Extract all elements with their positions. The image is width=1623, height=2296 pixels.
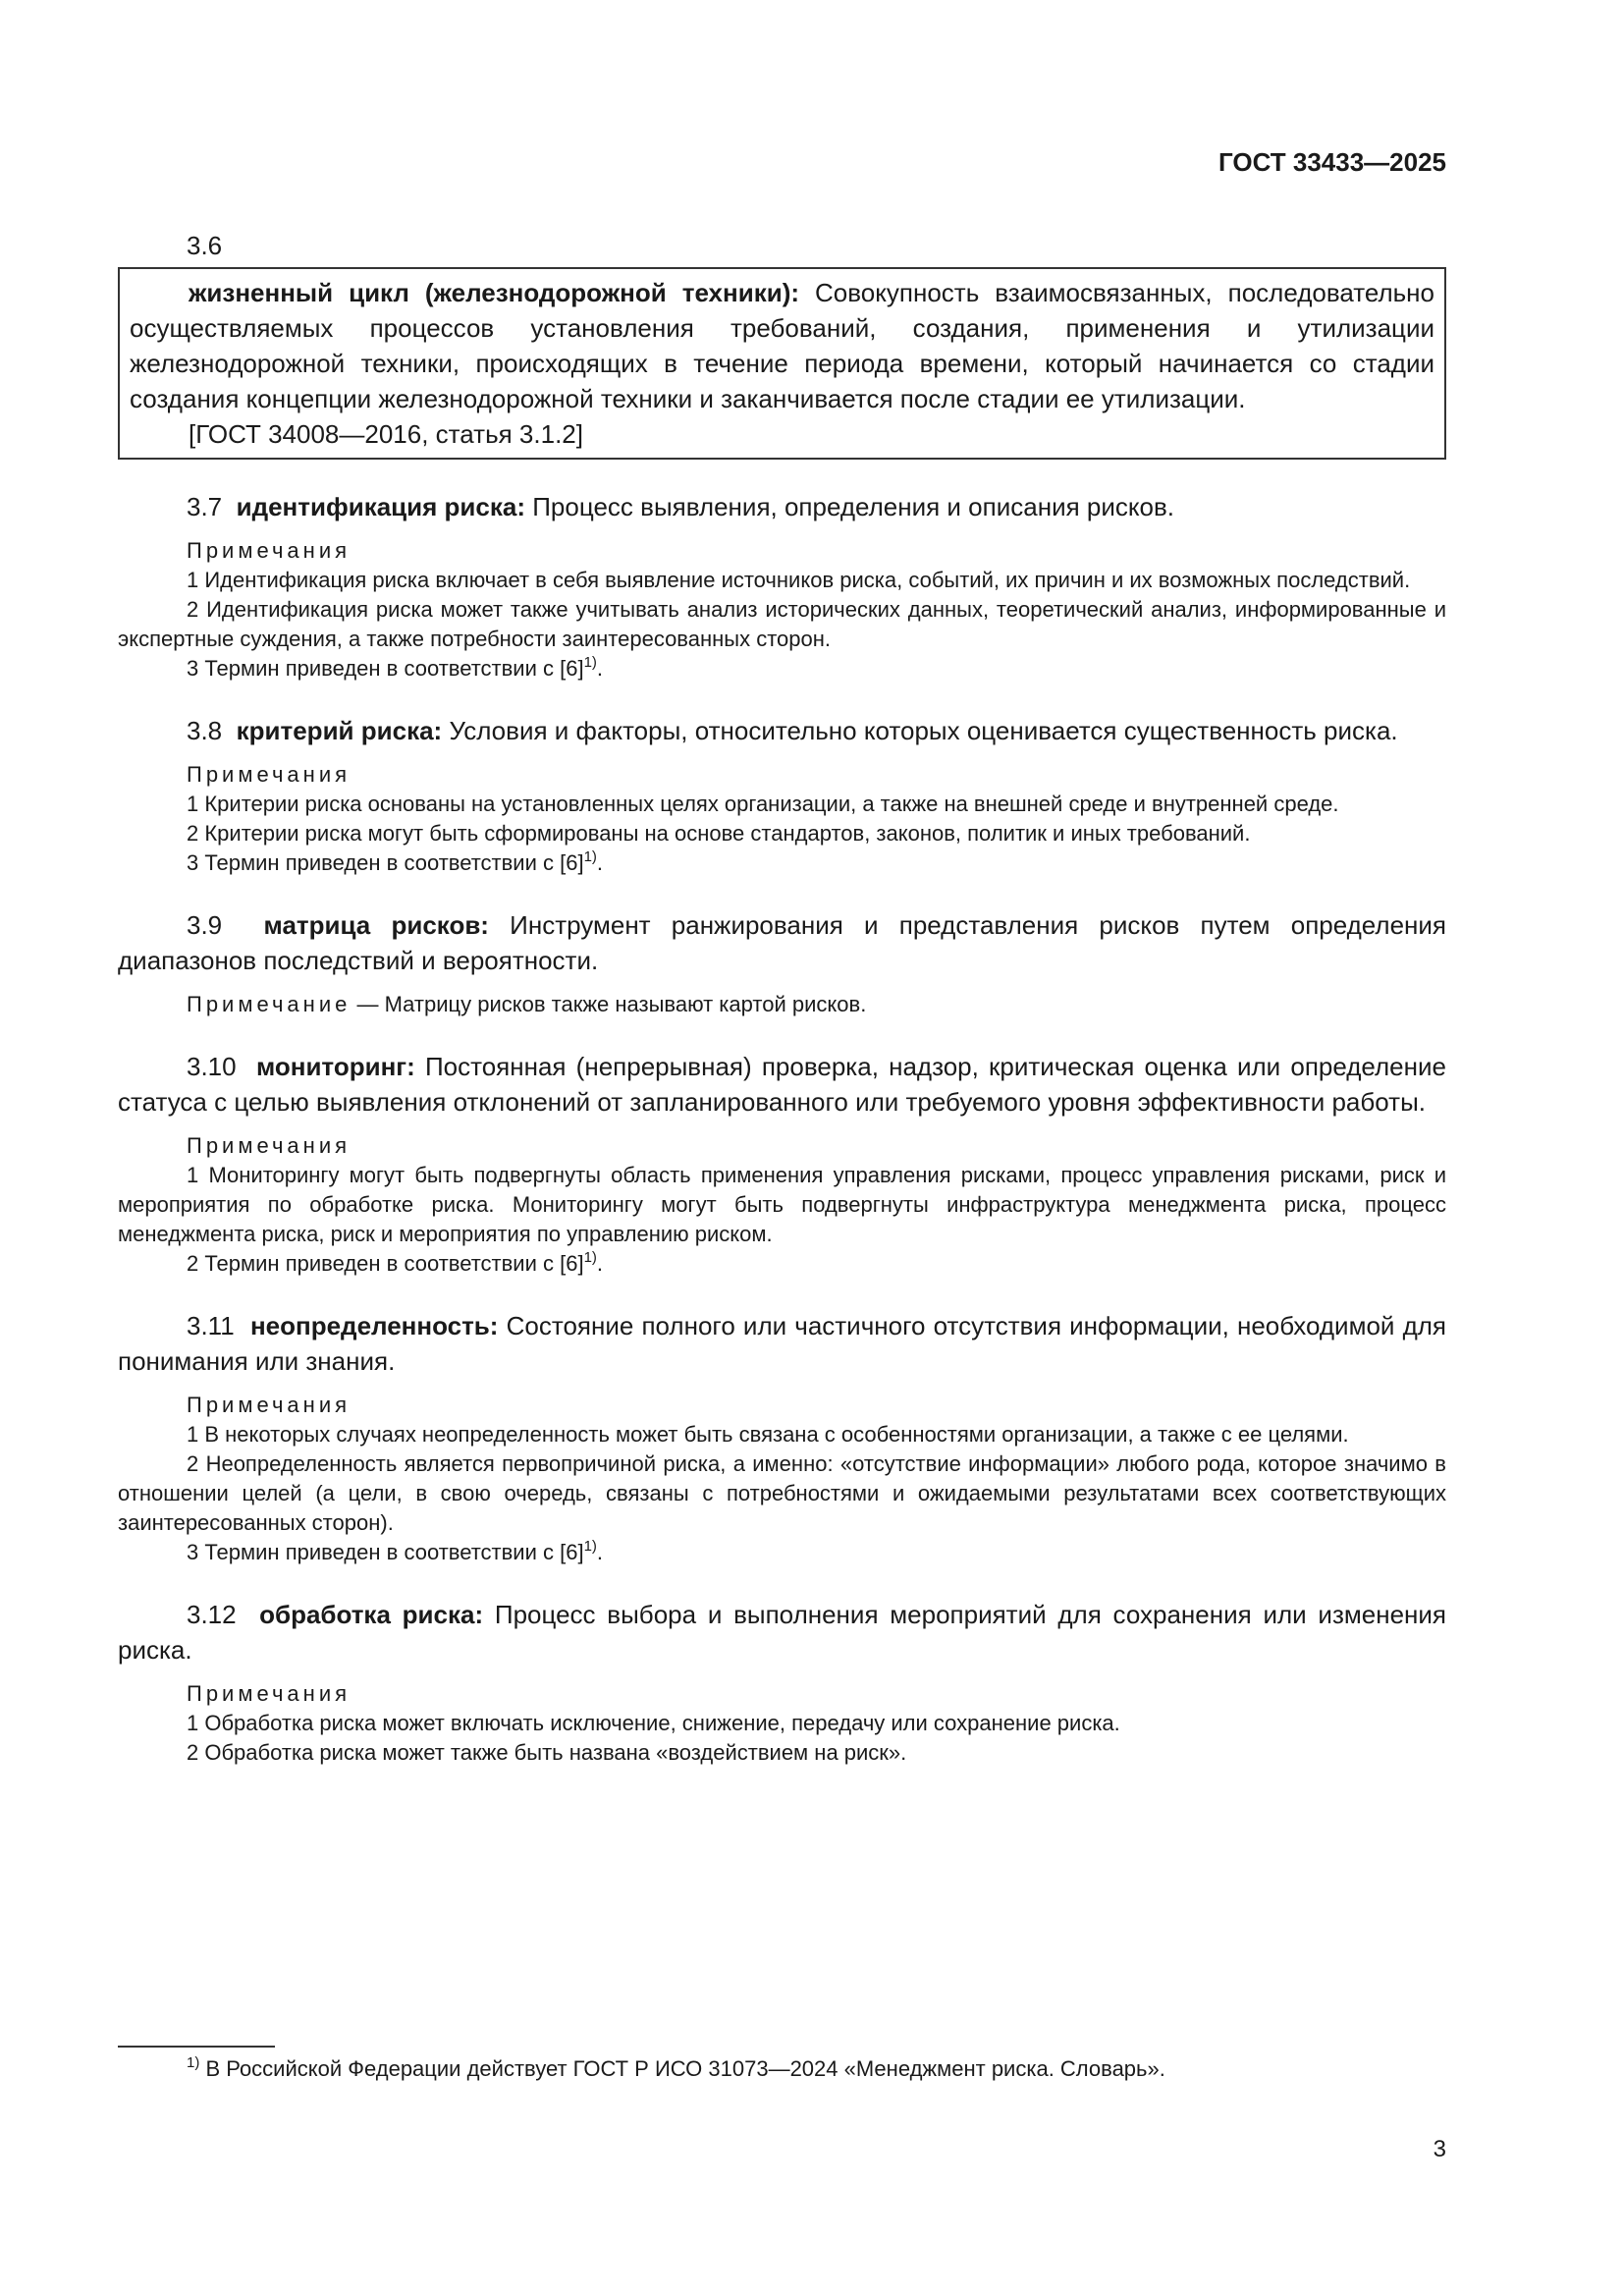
note-3-11-1: 1 В некоторых случаях неопределенность может быть связана с особенностями организации, а также с ее целями. (187, 1422, 1349, 1447)
footnote-ref: 1) (583, 1249, 597, 1266)
note-3-11-2: 2 Неопределенность является первопричиной риска, а именно: «отсутствие информации» любого рода, которое значимо в отношении целей (а цели, в свою очередь, связаны с потребностями и ожидаемыми результатами всех соответствующих заинтересованных сторон). (118, 1451, 1446, 1535)
footnote (187, 2054, 1165, 2084)
term-number-3-12: 3.12 (187, 1600, 237, 1629)
term-definition-3-6 (130, 275, 1434, 416)
term-box-3-6 (118, 267, 1446, 460)
footnote-separator (118, 2046, 275, 2048)
term-title-3-7: идентификация риска: (236, 492, 526, 521)
term-number-3-11: 3.11 (187, 1311, 235, 1340)
term-3-9 (118, 907, 1446, 978)
term-title-3-11: неопределенность: (249, 1311, 499, 1340)
footnote-mark: 1) (187, 2054, 200, 2071)
footnote-ref: 1) (583, 654, 597, 671)
note-3-7-1: 1 Идентификация риска включает в себя выявление источников риска, событий, их причин и их возможных последствий. (187, 568, 1411, 592)
note-label: Примечание (187, 992, 352, 1016)
note-3-11-3 (118, 1538, 1446, 1567)
page-number: 3 (1433, 2136, 1446, 2162)
note-3-9 (118, 990, 1446, 1019)
note-text: 3 Термин приведен в соответствии с [6] (187, 1540, 584, 1564)
term-title-3-6: жизненный цикл (железнодорожной техники): (189, 278, 800, 307)
note-3-8-1: 1 Критерии риска основаны на установленных целях организации, а также на внешней среде и внутренней среде. (187, 792, 1339, 816)
term-text-3-9: Инструмент ранжирования и представления рисков путем определения диапазонов последствий и вероятности. (118, 910, 1446, 975)
term-text-3-10: Постоянная (непрерывная) проверка, надзор, критическая оценка или определение статуса с целью выявления отклонений от запланированного или требуемого уровня эффективности работы. (118, 1052, 1446, 1117)
term-text-3-7: Процесс выявления, определения и описания рисков. (525, 492, 1175, 521)
term-title-3-10: мониторинг: (255, 1052, 415, 1081)
term-3-11 (118, 1308, 1446, 1379)
term-3-12 (118, 1597, 1446, 1667)
note-3-8-3 (118, 848, 1446, 878)
notes-heading-3-10: Примечания (187, 1133, 352, 1158)
note-text: 3 Термин приведен в соответствии с [6] (187, 656, 584, 681)
term-source-3-6: [ГОСТ 34008—2016, статья 3.1.2] (189, 419, 583, 449)
term-title-3-9: матрица рисков: (263, 910, 489, 940)
term-3-10 (118, 1049, 1446, 1120)
notes-heading-3-7: Примечания (187, 538, 352, 563)
note-3-12-1: 1 Обработка риска может включать исключение, снижение, передачу или сохранение риска. (187, 1711, 1120, 1735)
term-title-3-12: обработка риска: (259, 1600, 484, 1629)
note-text: — Матрицу рисков также называют картой рисков. (351, 992, 867, 1016)
term-3-8 (118, 713, 1446, 748)
note-3-10-2 (118, 1249, 1446, 1279)
notes-heading-3-12: Примечания (187, 1681, 352, 1706)
term-number-3-8: 3.8 (187, 716, 223, 745)
term-number-3-6: 3.6 (187, 231, 223, 260)
term-text-3-8: Условия и факторы, относительно которых оценивается существенность риска. (442, 716, 1398, 745)
terms-content (118, 228, 1446, 1768)
footnote-ref: 1) (583, 848, 597, 865)
notes-heading-3-11: Примечания (187, 1393, 352, 1417)
note-end: . (596, 1251, 604, 1276)
term-number-3-7: 3.7 (187, 492, 223, 521)
notes-heading-3-8: Примечания (187, 762, 352, 787)
term-title-3-8: критерий риска: (236, 716, 443, 745)
note-3-12-2: 2 Обработка риска может также быть названа «воздействием на риск». (187, 1740, 907, 1765)
note-3-10-1: 1 Мониторингу могут быть подвергнуты область применения управления рисками, процесс управления рисками, риск и мероприятия по обработке риска. Мониторингу могут быть подвергнуты инфраструктура менеджмента риска, процесс менеджмента риска, риск и мероприятия по управлению риском. (118, 1163, 1446, 1246)
note-3-7-2: 2 Идентификация риска может также учитывать анализ исторических данных, теоретический анализ, информированные и экспертные суждения, а также потребности заинтересованных сторон. (118, 597, 1446, 651)
term-number-3-10: 3.10 (187, 1052, 237, 1081)
document-id: ГОСТ 33433—2025 (1218, 147, 1446, 177)
note-end: . (596, 1540, 604, 1564)
note-end: . (596, 656, 604, 681)
term-text-3-6: Совокупность взаимосвязанных, последовательно осуществляемых процессов установления требований, создания, применения и утилизации железнодорожной техники, происходящих в течение периода времени, который начинается со стадии создания концепции железнодорожной техники и заканчивается после стадии ее утилизации. (130, 278, 1434, 413)
footnote-text: В Российской Федерации действует ГОСТ Р ИСО 31073—2024 «Менеджмент риска. Словарь». (199, 2056, 1165, 2081)
term-number-3-9: 3.9 (187, 910, 223, 940)
term-text-3-11: Состояние полного или частичного отсутствия информации, необходимой для понимания или знания. (118, 1311, 1446, 1376)
note-3-7-3 (118, 654, 1446, 683)
note-text: 2 Термин приведен в соответствии с [6] (187, 1251, 584, 1276)
note-end: . (596, 850, 604, 875)
footnote-ref: 1) (583, 1538, 597, 1555)
term-text-3-12: Процесс выбора и выполнения мероприятий для сохранения или изменения риска. (118, 1600, 1446, 1665)
note-3-8-2: 2 Критерии риска могут быть сформированы на основе стандартов, законов, политик и иных требований. (187, 821, 1251, 846)
note-text: 3 Термин приведен в соответствии с [6] (187, 850, 584, 875)
term-3-7 (118, 489, 1446, 524)
